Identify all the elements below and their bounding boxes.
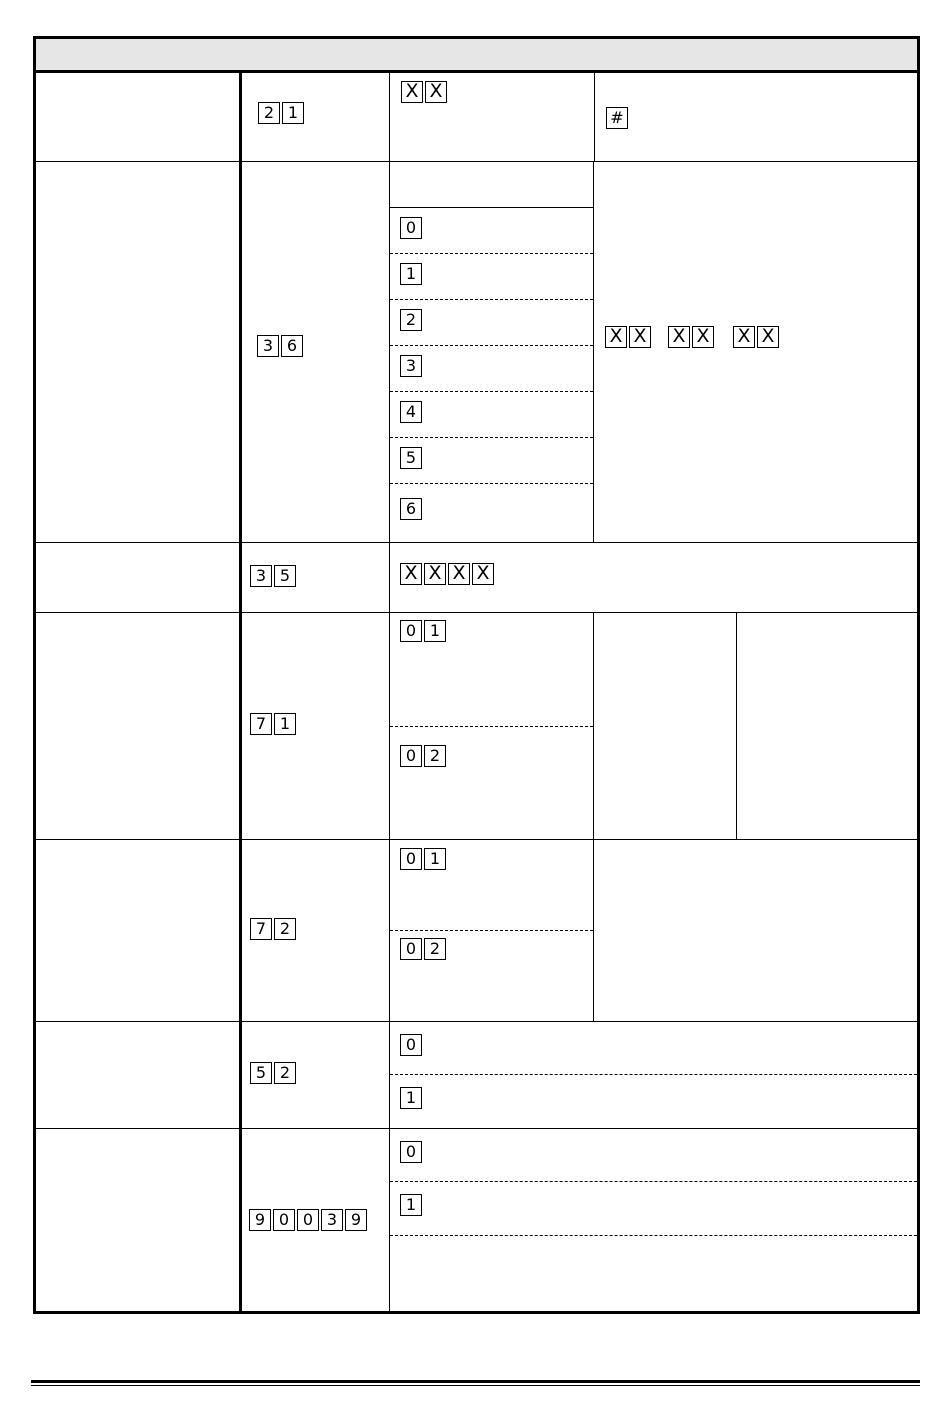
x-key-icon: X bbox=[629, 326, 651, 348]
digit-key-icon: 2 bbox=[258, 102, 280, 124]
hash-key bbox=[606, 107, 628, 129]
value-xx bbox=[401, 81, 447, 103]
x-key-icon: X bbox=[400, 563, 422, 585]
digit-key-icon: 0 bbox=[297, 1209, 319, 1231]
option-5 bbox=[400, 447, 422, 469]
option-3 bbox=[400, 355, 422, 377]
code-36 bbox=[257, 335, 303, 357]
digit-key-icon: 3 bbox=[257, 335, 279, 357]
x-key-icon: X bbox=[472, 563, 494, 585]
row-divider bbox=[36, 612, 917, 613]
row-divider bbox=[36, 542, 917, 543]
digit-key-icon: 0 bbox=[400, 938, 422, 960]
digit-key-icon: 2 bbox=[400, 309, 422, 331]
digit-key-icon: 5 bbox=[274, 565, 296, 587]
digit-key-icon: 1 bbox=[400, 1087, 422, 1109]
xx-group-1 bbox=[605, 326, 651, 348]
value-xxxx bbox=[400, 563, 494, 585]
digit-key-icon: 9 bbox=[249, 1209, 271, 1231]
option-02 bbox=[400, 938, 446, 960]
code-35 bbox=[250, 565, 296, 587]
option-divider bbox=[390, 299, 593, 300]
digit-key-icon: 0 bbox=[400, 1141, 422, 1163]
digit-key-icon: 2 bbox=[274, 918, 296, 940]
x-key-icon: X bbox=[668, 326, 690, 348]
row-divider bbox=[36, 1021, 917, 1022]
col-divider-3a bbox=[594, 73, 595, 161]
option-divider bbox=[390, 253, 593, 254]
settings-table bbox=[33, 36, 920, 1314]
option-01 bbox=[400, 848, 446, 870]
xx-group-3 bbox=[733, 326, 779, 348]
option-0 bbox=[400, 217, 422, 239]
digit-key-icon: 7 bbox=[250, 918, 272, 940]
code-52 bbox=[250, 1062, 296, 1084]
option-divider bbox=[390, 483, 593, 484]
option-divider bbox=[390, 930, 593, 931]
col-divider-3c bbox=[593, 613, 594, 1021]
row-divider bbox=[36, 839, 917, 840]
row-divider bbox=[36, 161, 917, 162]
x-key-icon: X bbox=[424, 563, 446, 585]
code-72 bbox=[250, 918, 296, 940]
digit-key-icon: 3 bbox=[400, 355, 422, 377]
col-divider-4 bbox=[736, 613, 737, 840]
footer-rule bbox=[31, 1380, 920, 1383]
table-title-band bbox=[36, 39, 917, 73]
x-key-icon: X bbox=[757, 326, 779, 348]
option-1 bbox=[400, 263, 422, 285]
x-key-icon: X bbox=[692, 326, 714, 348]
row-divider bbox=[36, 1128, 917, 1129]
option-divider bbox=[390, 437, 593, 438]
x-key-icon: X bbox=[401, 81, 423, 103]
digit-key-icon: 0 bbox=[400, 745, 422, 767]
digit-key-icon: 1 bbox=[400, 263, 422, 285]
hash-key-icon: # bbox=[606, 107, 628, 129]
footer-rule bbox=[31, 1385, 920, 1386]
digit-key-icon: 2 bbox=[424, 745, 446, 767]
option-0 bbox=[400, 1141, 422, 1163]
digit-key-icon: 0 bbox=[273, 1209, 295, 1231]
option-2 bbox=[400, 309, 422, 331]
option-divider bbox=[390, 345, 593, 346]
code-71 bbox=[250, 713, 296, 735]
digit-key-icon: 0 bbox=[400, 620, 422, 642]
digit-key-icon: 1 bbox=[424, 848, 446, 870]
option-0 bbox=[400, 1034, 422, 1056]
option-1 bbox=[400, 1194, 422, 1216]
digit-key-icon: 2 bbox=[424, 938, 446, 960]
digit-key-icon: 3 bbox=[250, 565, 272, 587]
col-divider-3b bbox=[593, 161, 594, 542]
digit-key-icon: 1 bbox=[282, 102, 304, 124]
xx-group-2 bbox=[668, 326, 714, 348]
digit-key-icon: 7 bbox=[250, 713, 272, 735]
option-divider bbox=[390, 726, 593, 727]
digit-key-icon: 6 bbox=[281, 335, 303, 357]
digit-key-icon: 1 bbox=[424, 620, 446, 642]
code-21 bbox=[258, 102, 304, 124]
option-divider bbox=[390, 1181, 917, 1182]
option-divider bbox=[390, 1074, 917, 1075]
digit-key-icon: 5 bbox=[400, 447, 422, 469]
code-90039 bbox=[249, 1209, 367, 1231]
x-key-icon: X bbox=[733, 326, 755, 348]
digit-key-icon: 0 bbox=[400, 848, 422, 870]
digit-key-icon: 1 bbox=[274, 713, 296, 735]
digit-key-icon: 5 bbox=[250, 1062, 272, 1084]
option-6 bbox=[400, 498, 422, 520]
x-key-icon: X bbox=[605, 326, 627, 348]
digit-key-icon: 2 bbox=[274, 1062, 296, 1084]
option-divider bbox=[390, 391, 593, 392]
digit-key-icon: 3 bbox=[321, 1209, 343, 1231]
option-1 bbox=[400, 1087, 422, 1109]
digit-key-icon: 9 bbox=[345, 1209, 367, 1231]
digit-key-icon: 4 bbox=[400, 401, 422, 423]
digit-key-icon: 0 bbox=[400, 1034, 422, 1056]
option-divider bbox=[390, 1235, 917, 1236]
digit-key-icon: 6 bbox=[400, 498, 422, 520]
option-divider bbox=[390, 207, 593, 208]
x-key-icon: X bbox=[448, 563, 470, 585]
digit-key-icon: 1 bbox=[400, 1194, 422, 1216]
option-01 bbox=[400, 620, 446, 642]
option-02 bbox=[400, 745, 446, 767]
digit-key-icon: 0 bbox=[400, 217, 422, 239]
option-4 bbox=[400, 401, 422, 423]
x-key-icon: X bbox=[425, 81, 447, 103]
